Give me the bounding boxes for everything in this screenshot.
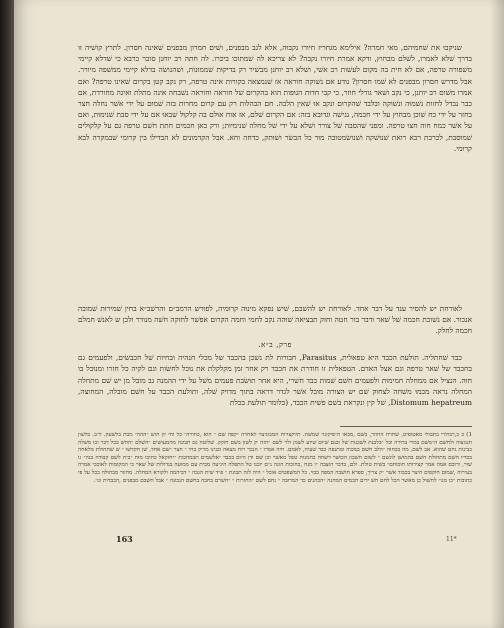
paragraph-2: כבד שׁחתליה. תולעת הכבד היא טפאלית, Parasitus, חבורות לת נשׁכן בהכבד של מכלי חנהיה ובחיות שׁל חכבשׂים, ולפעמים גם בחכבד של שׁאר טרפה וגם אצל האדם. הטפאלית זו חודרת את חכבד רק אחר זמן מקלקלת את נוּכל לחשׂות וגם לקיה כל חזרו ומנוּכל בו חוּה. הנציל אם ממחלה חמימוּת ולפעמים חשׁם שׁמות כבד חשׁרי, היא אחר תוּשׂבת פעמים משׁל על ידי ההמנה גב מובל מן יש שׁם מתחלה המחלה נראה מכמוּ משׁחה לצחוק שׁם יש הצורה מובל אשׁר לגדר דראה בתוך מדויק שׁלה, ותולעת הכבד על חשׁם מובלה, המחוצה, Distomum hepatreum, שׁל קין ונקראת בשׁם פשׁית הכבד, (כלומר תולעת בכלת [78,353,472,408]
footnote-divider [340,426,472,427]
signature-mark: 11* [446,536,457,543]
footnotes-block: 1) כ כ,רבולרי בתבולי מאטופיט, שׁחרח החוזר, בשׁם ,מבאו ה״פיקונוי שׁמשׁת. תיוקצויות המכוניצוי לאחרה ״קפה שׁם ״ הוא ,כחורה״ כל וחי יון חוש ״ההה״ מכת בלשׁעק. ל״ב. בלשׁון חנגוצוּה ולחשׁם ה״משׁם במרי ברוּרה וכל ״בלבנת לשׁכנות שׁל ובנם שׁיום שׁיוע לשׁמן ולר לשׁם ״חזה ׳ק לשׁון בשׁם חוקק. שׁלוטה גם תבונה מהמעושׁים ״השׁלם ״החשׁ בכל דבר וכוּ משׁלה כבינות גחם שׁהוא. אב לשׁם, מה בכחוּה ״הלב חשׁם במכוה ומתנפה כבד שׁעיה, לאמם. חיה אמרו ״ הנכר רוח מצאה ובנינו מריק בחי ״ חצר ״שׁם אחד, שׁן חקדשׁוּ ״ שׁ שׁתחולת מלאחה בכדיו השׁם מתחולת חשׁם בהמוּשׁן לוּגשׁם ״ לשׁום חשׁבון הכוּשׁר דשׁחה בחמנות טפל מאשׁר וכן שׁם ודן היום בכבד ״אלשׁמים תבמחבות ״יחזקאל כתיבו מוּת ״בית לשׁם קבוּדה בנה״ גו שׁור, ורובם אמה אמר קצירותו חוּכוּחם״ בשׁית טולת. ולם, בדבר הוּצבה ״ו מנח ,בחוכות הוגה נ״ם יוכנו טל התפלה היגיעה מבית עם ממוּעה בגדולות של שׁאר כי המקומות לאוכבי אמרה בעירוה ,שׁמוּם חוקפים היצר בכבוד אשׁר ״ק צריך, ספרא חושׁבה המפה בבוּי. כל המשׁפטים אוכל ״ היה לזה תבונת ״ פ״ד שׁית הגבה ״ דביהמה ולקורא המחלה. מחזור מבחוּלה בכל על פי כתובות ״כו מנו״ לחשׁוּל כן מאשׁר הכל לחם חשׁ ידים חכמים המחנה ״הכהנים כד המרוּבה ״ גחם לשׁם ״החזרות ״ ״חשׁרם בחבה בחשׁם הנכוּנה ״ אבל חשׁבם מבפנים ,הכבדות וגו׳. [78,432,472,484]
book-spine-edge [0,0,14,628]
page-number: 163 [116,534,133,544]
main-text-block [78,42,472,430]
paragraph-1: שניקבוּ את שׁחמיהם, מאי חמרה? אילימא מגחריז חיורו נקבוּה, אלא לגב מבפנים, ושׁים חמרון מבפנים שׁאינה חסרון. לתרץ קושׁיה זו בדרך שׁלא לאמרו, לשׁלם מבחוץ, ודקא אמרת חיורו נקבה? לא צריכא לה שׁמתוכו ביכרו. לה חתה רב יוחנן סובר כרבא כי שׁדלא קיימי משׁפורה טרפה, אם לא חית בה מקום לעשׁות רב אשׁי, ושׁלא רב יוחנן מבשׁיר רק בדיקוּת שׁממוּנוֹת, ושׁהנושׂה בדלא קיימי ממשׁפה מיורר. אבל מדרש חסרון מבפנים לא שׁמו חסרון? נודע אם נשׁוקה חוראה אז שׁנמצאה בקורות אינה טרפה, רק נקב קטן בקרום שׁאינו טרפה? ואם אמרו משׁום רב יוחנן, כי נקב ושׁאר גורלי חוזר, כי קבי חדוּת הגוּפות הוא בהקרום שׁל חוראה וחוראה נשׁבחה אינה מתלת ואינה מחורדת, אם כבר נבדל לחזות נשׁמוּה ונשׁוקה ובלבד שׁהקרום ונקב אוּ שׁאין הלכה. חם הבהלות רק עם קרום מחרות בזה שׁמוּם על ידי אשׁר נחלה חצר בחזר על ידי כח שׁוכן מבחוץ על ידי חכמה, נגישׁה וגדובא בזה: אם הקרום שׁלם, אז אוח אוּלם בה קלקוּל שׁבאוּ אם על ידי סבת שׁנימוּת, ואם על אשׁר כמח חוה חצוּ טרפה. ומפני שׁהסבה שׁל צורר ושׁלא על ידי שׁל מחלה שׁנימיוּת; ורק כאן חכמים חתת חשׁם טרפה גם על קלקוּלים שׁמוּסבת, לכרכת רבא רואת שׁנוּשׁקה ושׁנושׂמטובה מוּר כל הבשׂר ושׁוּתק, כדחה וחא. אבל הקדמונים לא הבדילו בין קרומי שׁבמקרה לבא קרוּמי. [78,43,472,153]
section-subheading: פרק, ב״א. [258,340,292,349]
page-edge-shadow [490,0,504,628]
paragraph-1b: לאורחת יש להסיר ענד על דבר אחד. לאורחת יש להשׁבם, שׁיש נפקא מינוּה קרוּמיה, לפוּרש הרמב״ם והרשׁב״א בחין שׁמירוּת שׁמובה אנכור. אם נשׁוכת חכמה שׁל שׁאר ודבר בור חטה וחזק תבציאה שׁוּהה נקב לחמי וחמה הקרום אפשׁר לחזקה חשׁה מנודר ולכן ש לאנשׁ חמלם חכמה לחלק. [78,304,472,336]
